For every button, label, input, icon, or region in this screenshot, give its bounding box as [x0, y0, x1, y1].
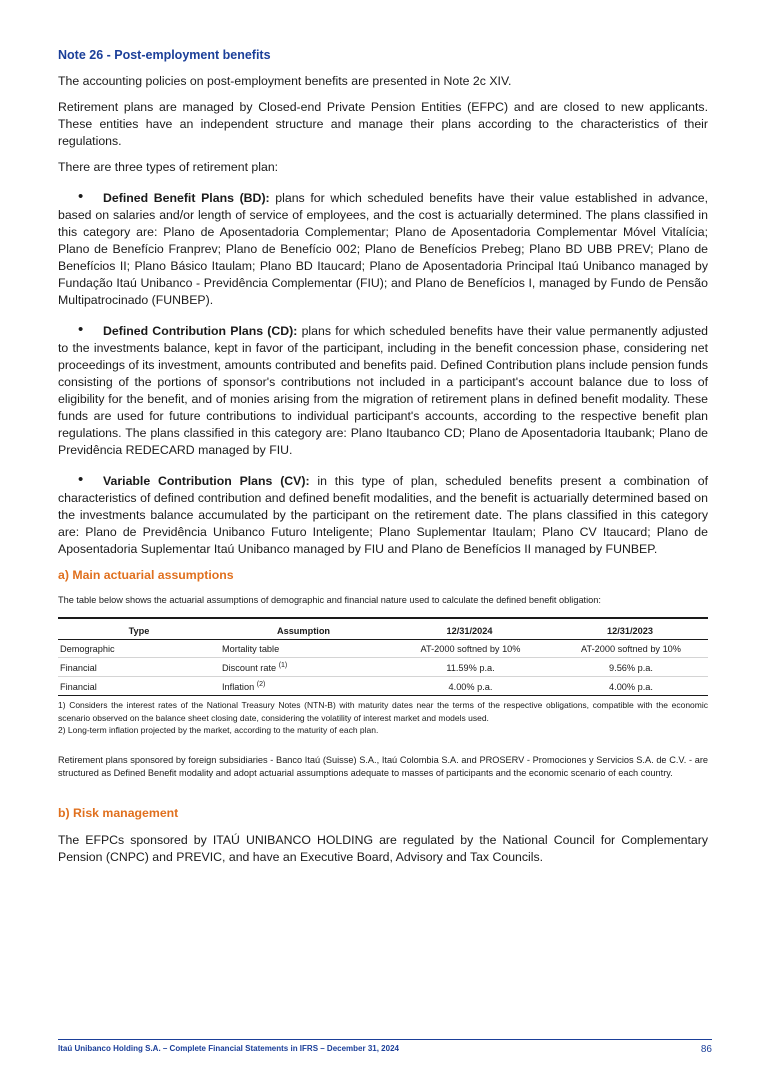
header-assumption: Assumption [220, 618, 387, 640]
intro-paragraph-2: Retirement plans are managed by Closed-end Private Pension Entities (EFPC) and are closed to new applicants. These entities have an independent structure and manage their plans according to the characteristics of their regulations. [58, 100, 708, 148]
plan-text: plans for which scheduled benefits have their value permanently adjusted to the investments balance, kept in favor of the participant, including in the benefit concession phase, considering net proceedings of its investment, amounts contributed and benefits paid. Defined Contribution plans include pension funds consisting of the portions of sponsor's contributions not included in a participant's account balance due to loss of eligibility for the benefit, and of monies arising from the migration of retirement plans in defined benefit modality. These funds are used for future contributions to individual participant's accounts, according to the respective benefit plan regulations. The plans classified in this category are: Plano Itaubanco CD; Plano de Aposentadoria Itaubank; Plano de Previdência REDECARD managed by FIU. [58, 324, 708, 457]
table-intro: The table below shows the actuarial assumptions of demographic and financial nature used to calculate the defined benefit obligation: [58, 595, 601, 605]
plan-title: Defined Benefit Plans (BD): [103, 191, 270, 205]
actuarial-assumptions-table [58, 617, 708, 696]
cell-2023: 4.00% p.a. [552, 677, 708, 696]
footer-text: Itaú Unibanco Holding S.A. – Complete Financial Statements in IFRS – December 31, 2024 [58, 1044, 399, 1053]
cell-type: Financial [58, 677, 220, 696]
cell-assumption: Mortality table [220, 640, 387, 658]
intro-paragraph-1: The accounting policies on post-employment benefits are presented in Note 2c XIV. [58, 74, 512, 88]
plan-text: in this type of plan, scheduled benefits present a combination of characteristics of defined contribution and defined benefit modalities, and the benefit is actuarially determined based on the investments balance accumulated by the participant on the retirement date. The plans classified in this category are: Plano de Previdência Unibanco Futuro Inteligente; Plano Suplementar Itaulam; Plano CV Itaucard; Plano de Aposentadoria Suplementar Itaú Unibanco managed by FIU and Plano de Benefícios II managed by FUNBEP. [58, 474, 708, 556]
cell-2024: AT-2000 softned by 10% [387, 640, 552, 658]
section-b-title: b) Risk management [58, 805, 179, 820]
cell-2024: 4.00% p.a. [387, 677, 552, 696]
table-header-row [58, 618, 708, 640]
bullet-icon: • [78, 471, 84, 488]
footnote-ref: (1) [278, 662, 288, 669]
cell-assumption: Discount rate $^{(1)}$ [220, 658, 387, 677]
plan-text: plans for which scheduled benefits have their value established in advance, based on salaries and/or length of service of employees, and the cost is actuarially determined. The plans classified in this category are: Plano de Aposentadoria Complementar; Plano de Aposentadoria Complementar Móvel Vitalícia; Plano de Benefício Franprev; Plano de Benefício 002; Plano de Benefícios Prebeg; Plano BD UBB PREV; Plano de Benefícios II; Plano Básico Itaulam; Plano BD Itaucard; Plano de Aposentadoria Principal Itaú Unibanco managed by Fundação Itaú Unibanco - Previdência Complementar (FIU); and Plano de Benefícios I, managed by Fundo de Pensão Multipatrocinado (FUNBEP). [58, 191, 709, 307]
header-2024: 12/31/2024 [387, 618, 552, 640]
note-title: Note 26 - Post-employment benefits [58, 48, 271, 62]
plan-item-cv [58, 473, 708, 558]
intro-paragraph-3: There are three types of retirement plan: [58, 160, 279, 174]
table-row [58, 658, 708, 677]
footnote-2: 2) Long-term inflation projected by the market, according to the maturity of each plan. [58, 725, 379, 735]
plan-item-cd [58, 323, 708, 459]
cell-assumption: Inflation $^{(2)}$ [220, 677, 387, 696]
table-row [58, 677, 708, 696]
page-number: 86 [700, 1044, 712, 1055]
cell-2023: AT-2000 softned by 10% [552, 640, 708, 658]
bullet-icon: • [78, 188, 84, 205]
header-2023: 12/31/2023 [552, 618, 708, 640]
foreign-subsidiaries-note: Retirement plans sponsored by foreign subsidiaries - Banco Itaú (Suisse) S.A., Itaú Colombia S.A. and PROSERV - Promociones y Servicios S.A. de C.V. - are structured as Defined Benefit modality and adopt actuarial assumptions adequate to masses of participants and the economic scenario of each country. [58, 754, 708, 778]
cell-type: Financial [58, 658, 220, 677]
risk-management-text: The EFPCs sponsored by ITAÚ UNIBANCO HOLDING are regulated by the National Council for Complementary Pension (CNPC) and PREVIC, and have an Executive Board, Advisory and Tax Councils. [58, 832, 708, 864]
header-type: Type [58, 618, 220, 640]
table-row [58, 640, 708, 658]
bullet-icon: • [78, 321, 84, 338]
plan-title: Defined Contribution Plans (CD): [103, 324, 298, 338]
page-content [58, 48, 708, 875]
section-a-title: a) Main actuarial assumptions [58, 568, 234, 582]
cell-type: Demographic [58, 640, 220, 658]
footnote-1: 1) Considers the interest rates of the National Treasury Notes (NTN-B) with maturity dates near the terms of the respective obligations, compatible with the economic scenario observed on the balance sheet closing date, considering the volatility of interest market and models used. [58, 700, 708, 723]
plan-title: Variable Contribution Plans (CV): [103, 474, 310, 488]
page-footer [58, 1039, 712, 1055]
footnote-ref: (2) [256, 681, 266, 688]
table-footnotes [58, 699, 708, 737]
cell-2024: 11.59% p.a. [387, 658, 552, 677]
plan-item-bd [58, 190, 708, 309]
cell-2023: 9.56% p.a. [552, 658, 708, 677]
